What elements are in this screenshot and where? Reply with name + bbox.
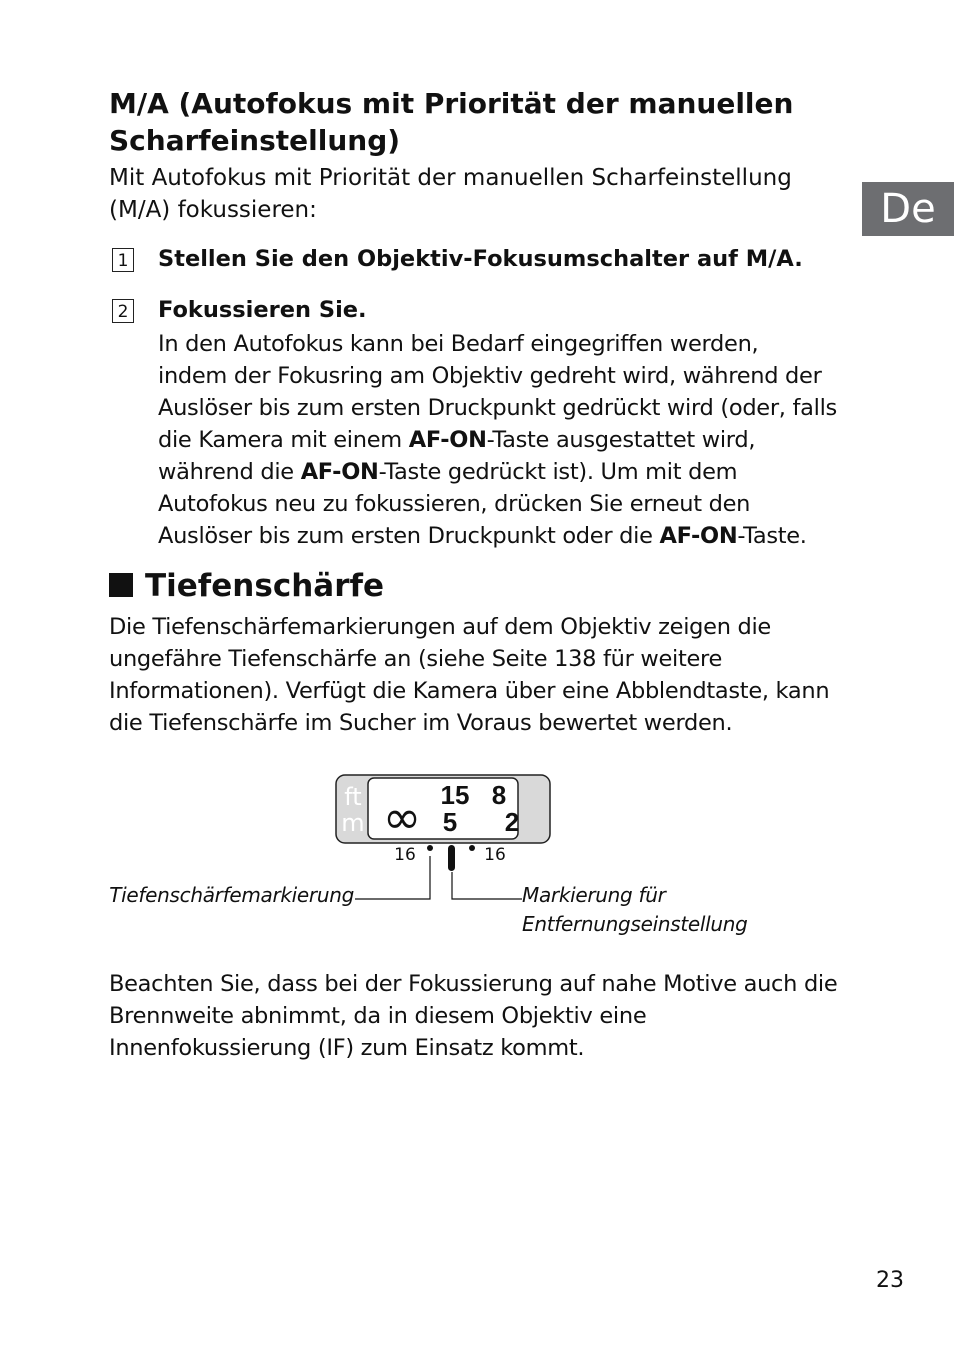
- intro-line-1: Mit Autofokus mit Priorität der manuellen Scharfeinstellung: [109, 165, 792, 191]
- caption-depth-mark: Tiefenschärfemarkierung: [109, 883, 354, 907]
- page-number: 23: [876, 1268, 904, 1293]
- section-heading-depth: [109, 566, 384, 606]
- ft-value-15: 15: [440, 780, 470, 810]
- m-value-5: 5: [442, 807, 458, 837]
- ft-value-8: 8: [491, 780, 507, 810]
- depth-of-field-figure: [0, 760, 954, 950]
- section-heading-ma: [109, 85, 809, 159]
- leader-line-right: [452, 872, 522, 899]
- step-2-number: 2: [112, 299, 134, 323]
- paragraph-line: Die Tiefenschärfemarkierungen auf dem Objektiv zeigen die: [109, 614, 771, 640]
- depth-mark-dot-left: [427, 845, 433, 851]
- text-run: -Taste gedrückt ist). Um mit dem: [378, 459, 738, 485]
- af-on-label: AF-ON: [659, 523, 738, 549]
- step-2-line: [158, 424, 858, 456]
- unit-ft-label: ft: [344, 783, 362, 811]
- text-run: -Taste ausgestattet wird,: [486, 427, 756, 453]
- paragraph-line: Informationen). Verfügt die Kamera über eine Abblendtaste, kann: [109, 678, 830, 704]
- intro-paragraph: [109, 162, 829, 226]
- step-2-line: [158, 520, 858, 552]
- step-2-line: Auslöser bis zum ersten Druckpunkt gedrückt wird (oder, falls: [158, 395, 837, 421]
- unit-m-label: m: [341, 809, 365, 837]
- af-on-label: AF-ON: [408, 427, 487, 453]
- paragraph-line: Beachten Sie, dass bei der Fokussierung auf nahe Motive auch die: [109, 971, 838, 997]
- text-run: die Kamera mit einem: [158, 427, 409, 453]
- depth-paragraph-1: [109, 611, 849, 739]
- caption-line: Entfernungseinstellung: [522, 912, 748, 936]
- step-1-title: Stellen Sie den Objektiv-Fokusumschalter auf M/A.: [158, 246, 803, 272]
- depth-paragraph-2: [109, 968, 849, 1064]
- af-on-label: AF-ON: [300, 459, 379, 485]
- text-run: Auslöser bis zum ersten Druckpunkt oder die: [158, 523, 660, 549]
- step-2-line: Autofokus neu zu fokussieren, drücken Sie erneut den: [158, 491, 751, 517]
- caption-line: Markierung für: [522, 883, 666, 907]
- paragraph-line: die Tiefenschärfe im Sucher im Voraus bewertet werden.: [109, 710, 733, 736]
- section-title-text: Tiefenschärfe: [145, 568, 384, 604]
- text-run: -Taste.: [737, 523, 807, 549]
- depth-mark-dot-right: [469, 845, 475, 851]
- intro-line-2: (M/A) fokussieren:: [109, 197, 317, 223]
- heading-line-2: Scharfeinstellung): [109, 124, 401, 157]
- aperture-16-left: 16: [394, 845, 416, 865]
- paragraph-line: ungefähre Tiefenschärfe an (siehe Seite 138 für weitere: [109, 646, 723, 672]
- caption-distance-mark: [522, 881, 748, 939]
- square-bullet-icon: [109, 573, 133, 597]
- language-tab: De: [862, 182, 954, 236]
- paragraph-line: Brennweite abnimmt, da in diesem Objektiv eine: [109, 1003, 647, 1029]
- step-2-body: [158, 328, 858, 552]
- leader-line-left: [355, 856, 430, 899]
- aperture-16-right: 16: [484, 845, 506, 865]
- text-run: während die: [158, 459, 301, 485]
- step-2-title: Fokussieren Sie.: [158, 297, 367, 323]
- heading-line-1: M/A (Autofokus mit Priorität der manuellen: [109, 87, 794, 120]
- paragraph-line: Innenfokussierung (IF) zum Einsatz kommt.: [109, 1035, 585, 1061]
- step-2-line: indem der Fokusring am Objektiv gedreht wird, während der: [158, 363, 822, 389]
- step-1-number: 1: [112, 248, 134, 272]
- distance-index-mark: [448, 845, 455, 871]
- infinity-mark: ∞: [382, 790, 422, 844]
- m-value-2: 2: [504, 807, 520, 837]
- step-2-line: [158, 456, 858, 488]
- step-2-line: In den Autofokus kann bei Bedarf eingegriffen werden,: [158, 331, 759, 357]
